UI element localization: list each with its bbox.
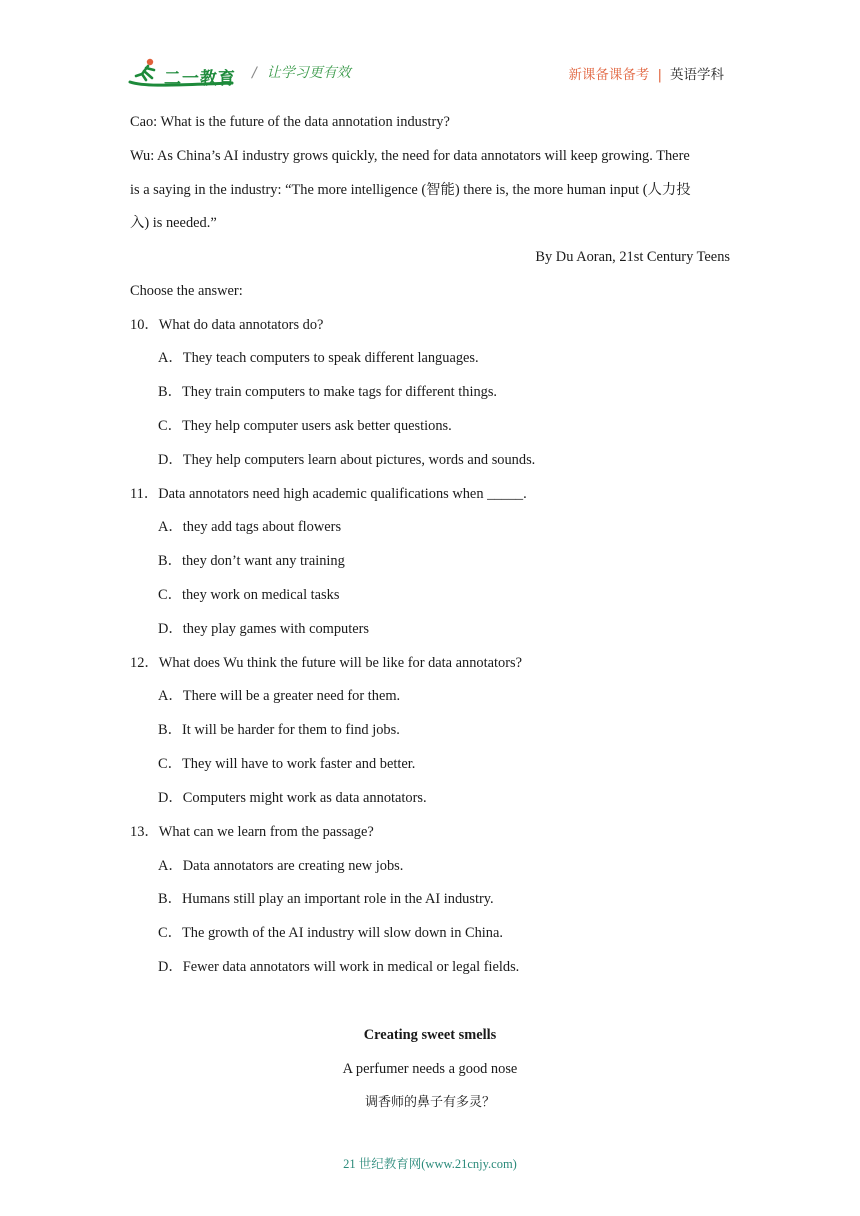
- question-stem: 10．What do data annotators do?: [130, 317, 324, 333]
- subject-divider: |: [657, 67, 662, 83]
- option: D．Computers might work as data annotators.: [158, 790, 427, 806]
- next-passage-title: Creating sweet smells: [363, 1027, 497, 1043]
- passage-line: Cao: What is the future of the data annotation industry?: [130, 114, 450, 130]
- passage-line: Wu: As China’s AI industry grows quickly, the need for data annotators will keep growing. There: [130, 148, 690, 164]
- page-header: [128, 52, 728, 92]
- option: B．they don’t want any training: [158, 553, 345, 569]
- option: C．They will have to work faster and better.: [158, 756, 416, 772]
- option: B．They train computers to make tags for different things.: [158, 384, 498, 400]
- passage-line: 入) is needed.”: [130, 215, 217, 231]
- instruction: Choose the answer:: [130, 283, 243, 299]
- slogan: [252, 62, 351, 82]
- page-footer: 21 世纪教育网(www.21cnjy.com): [343, 1157, 517, 1171]
- logo-text: 二一教育: [164, 69, 236, 89]
- option: A．Data annotators are creating new jobs.: [158, 858, 404, 874]
- subject-right: 英语学科: [670, 67, 724, 83]
- option: C．The growth of the AI industry will slow down in China.: [158, 925, 503, 941]
- option: D．They help computers learn about pictures, words and sounds.: [158, 452, 536, 468]
- option: A．They teach computers to speak different languages.: [158, 350, 479, 366]
- question-stem: 11．Data annotators need high academic qualifications when _____.: [130, 486, 527, 502]
- slogan-text: 让学习更有效: [266, 65, 351, 81]
- logo: [128, 56, 240, 88]
- subject-left: 新课备课备考: [568, 67, 650, 83]
- option: D．they play games with computers: [158, 621, 370, 637]
- option: B．It will be harder for them to find jobs.: [158, 722, 400, 738]
- byline: By Du Aoran, 21st Century Teens: [535, 249, 730, 265]
- next-passage-subtitle: A perfumer needs a good nose: [342, 1061, 518, 1077]
- slogan-separator: /: [252, 65, 257, 81]
- option: D．Fewer data annotators will work in medical or legal fields.: [158, 959, 520, 975]
- option: B．Humans still play an important role in the AI industry.: [158, 891, 494, 907]
- option: A．There will be a greater need for them.: [158, 688, 401, 704]
- option: C．They help computer users ask better questions.: [158, 418, 452, 434]
- passage-line: is a saying in the industry: “The more intelligence (智能) there is, the more human input (人力投: [130, 182, 691, 198]
- option: A．they add tags about flowers: [158, 519, 342, 535]
- question-stem: 12．What does Wu think the future will be like for data annotators?: [130, 655, 522, 671]
- question-stem: 13．What can we learn from the passage?: [130, 824, 374, 840]
- option: C．they work on medical tasks: [158, 587, 340, 603]
- next-passage-subtitle-cn: 调香师的鼻子有多灵？: [364, 1095, 495, 1110]
- subject-label: [568, 63, 724, 83]
